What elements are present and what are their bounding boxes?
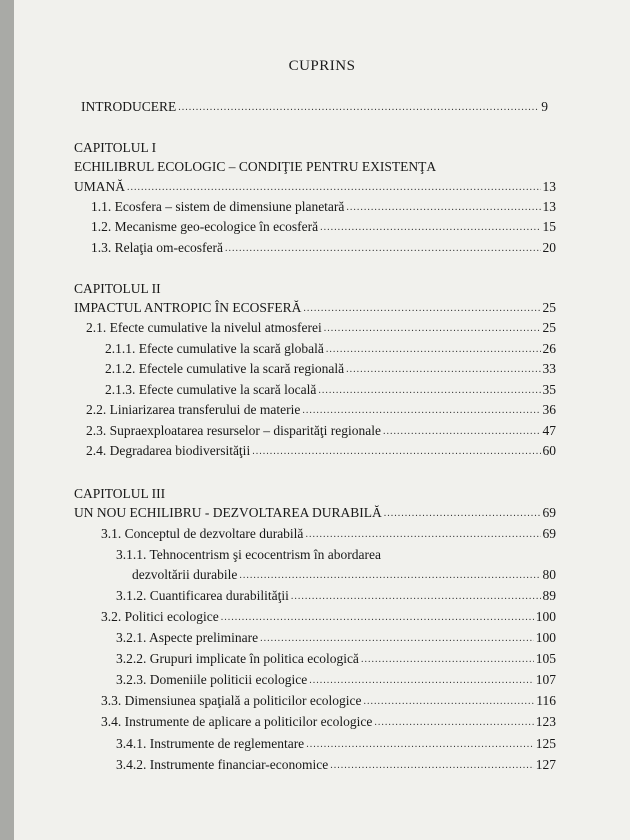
toc-entry — [116, 672, 556, 688]
dot-leader — [346, 200, 540, 212]
toc-entry — [101, 526, 556, 542]
dot-leader — [318, 383, 540, 395]
chapter-heading: CAPITOLUL II — [74, 281, 161, 296]
toc-page-number: 105 — [535, 651, 556, 666]
toc-page-number: 9 — [541, 99, 548, 114]
toc-page-number: 47 — [542, 423, 556, 438]
toc-entry — [116, 588, 556, 604]
dot-leader — [303, 301, 540, 313]
dot-leader — [291, 589, 541, 601]
book-page — [14, 0, 630, 840]
chapter-heading: CAPITOLUL I — [74, 140, 157, 155]
toc-page-number: 89 — [542, 588, 556, 603]
toc-entry-label: 2.1.1. Efecte cumulative la scară globală — [105, 341, 324, 356]
dot-leader — [305, 527, 540, 539]
toc-page-number: 127 — [535, 757, 556, 772]
dot-leader — [260, 631, 534, 643]
toc-entry-label: 3.2.3. Domeniile politicii ecologice — [116, 672, 308, 687]
dot-leader — [326, 342, 541, 354]
toc-page-number: 123 — [535, 714, 556, 729]
toc-entry — [86, 423, 556, 439]
toc-entry-label: 1.1. Ecosfera – sistem de dimensiune planetară — [91, 199, 345, 214]
dot-leader — [320, 220, 540, 232]
toc-entry-label: 3.1. Conceptul de dezvoltare durabilă — [101, 526, 304, 541]
toc-page-number: 13 — [542, 199, 556, 214]
toc-entry-label: 2.1. Efecte cumulative la nivelul atmosferei — [86, 320, 322, 335]
toc-entry-label: INTRODUCERE — [81, 99, 177, 114]
toc-entry-label: 3.1.2. Cuantificarea durabilităţii — [116, 588, 289, 603]
toc-entry — [101, 693, 556, 709]
toc-entry-label: 2.1.2. Efectele cumulative la scară regională — [105, 361, 345, 376]
toc-entry — [105, 341, 556, 357]
chapter-title: IMPACTUL ANTROPIC ÎN ECOSFERĂ — [74, 300, 302, 315]
toc-entry — [116, 736, 556, 752]
toc-entry-label: 1.2. Mecanisme geo-ecologice în ecosferă — [91, 219, 319, 234]
toc-page-number: 35 — [542, 382, 556, 397]
toc-page-number: 36 — [542, 402, 556, 417]
chapter-title: ECHILIBRUL ECOLOGIC – CONDIŢIE PENTRU EXISTENŢA — [74, 159, 437, 174]
toc-entry — [101, 714, 556, 730]
dot-leader — [346, 362, 540, 374]
dot-leader — [383, 424, 540, 436]
toc-entry — [86, 402, 556, 418]
toc-entry-label: 3.2.2. Grupuri implicate în politica ecologică — [116, 651, 359, 666]
toc-page-number: 13 — [542, 179, 556, 194]
toc-entry-chapter-title — [74, 505, 556, 521]
toc-entry — [116, 651, 556, 667]
dot-leader — [384, 506, 541, 518]
chapter-heading: CAPITOLUL III — [74, 486, 166, 501]
toc-entry-label: 3.2.1. Aspecte preliminare — [116, 630, 259, 645]
toc-page-number: 80 — [542, 567, 556, 582]
dot-leader — [127, 180, 540, 192]
toc-page-number: 25 — [542, 320, 556, 335]
toc-entry — [91, 199, 556, 215]
toc-entry-label: 3.3. Dimensiunea spaţială a politicilor ecologice — [101, 693, 362, 708]
chapter-title: UMANĂ — [74, 179, 126, 194]
toc-page-number: 107 — [535, 672, 556, 687]
dot-leader — [221, 610, 534, 622]
toc-entry-label: 2.4. Degradarea biodiversităţii — [86, 443, 251, 458]
toc-entry — [116, 630, 556, 646]
toc-entry-label: 3.4. Instrumente de aplicare a politicilor ecologice — [101, 714, 373, 729]
toc-entry — [132, 567, 556, 583]
toc-page-number: 33 — [542, 361, 556, 376]
toc-entry-label: 3.1.1. Tehnocentrism şi ecocentrism în abordarea — [116, 547, 381, 562]
toc-page-number: 15 — [542, 219, 556, 234]
toc-page-number: 26 — [542, 341, 556, 356]
toc-page-number: 116 — [536, 693, 556, 708]
page-title: CUPRINS — [288, 58, 356, 74]
toc-entry — [116, 757, 556, 773]
toc-entry-label: 3.4.1. Instrumente de reglementare — [116, 736, 305, 751]
dot-leader — [252, 444, 540, 456]
dot-leader — [306, 737, 534, 749]
toc-entry-introducere — [81, 99, 548, 115]
toc-entry — [86, 320, 556, 336]
dot-leader — [178, 100, 539, 112]
dot-leader — [330, 758, 533, 770]
toc-entry-chapter-title — [74, 179, 556, 195]
toc-page-number: 100 — [535, 609, 556, 624]
toc-page-number: 69 — [542, 505, 556, 520]
toc-entry-label: 1.3. Relaţia om-ecosferă — [91, 240, 223, 255]
dot-leader — [361, 652, 534, 664]
toc-entry-label: 3.4.2. Instrumente financiar-economice — [116, 757, 329, 772]
toc-page-number: 25 — [542, 300, 556, 315]
toc-entry-label: 3.2. Politici ecologice — [101, 609, 219, 624]
chapter-title: UN NOU ECHILIBRU - DEZVOLTAREA DURABILĂ — [74, 505, 382, 520]
toc-page-number: 69 — [542, 526, 556, 541]
toc-entry-label: dezvoltării durabile — [132, 567, 238, 582]
toc-entry — [105, 382, 556, 398]
toc-page-number: 20 — [542, 240, 556, 255]
dot-leader — [309, 673, 534, 685]
toc-entry — [91, 240, 556, 256]
dot-leader — [364, 694, 535, 706]
dot-leader — [374, 715, 533, 727]
dot-leader — [302, 403, 540, 415]
toc-entry — [91, 219, 556, 235]
toc-page-number: 100 — [535, 630, 556, 645]
toc-entry — [86, 443, 556, 459]
toc-entry — [101, 609, 556, 625]
toc-page-number: 60 — [542, 443, 556, 458]
toc-entry-label: 2.1.3. Efecte cumulative la scară locală — [105, 382, 317, 397]
dot-leader — [239, 568, 540, 580]
dot-leader — [324, 321, 541, 333]
dot-leader — [225, 241, 541, 253]
toc-entry-label: 2.3. Supraexploatarea resurselor – disparităţi regionale — [86, 423, 382, 438]
toc-page-number: 125 — [535, 736, 556, 751]
toc-entry-label: 2.2. Liniarizarea transferului de materie — [86, 402, 301, 417]
toc-entry — [105, 361, 556, 377]
toc-entry-chapter-title — [74, 300, 556, 316]
